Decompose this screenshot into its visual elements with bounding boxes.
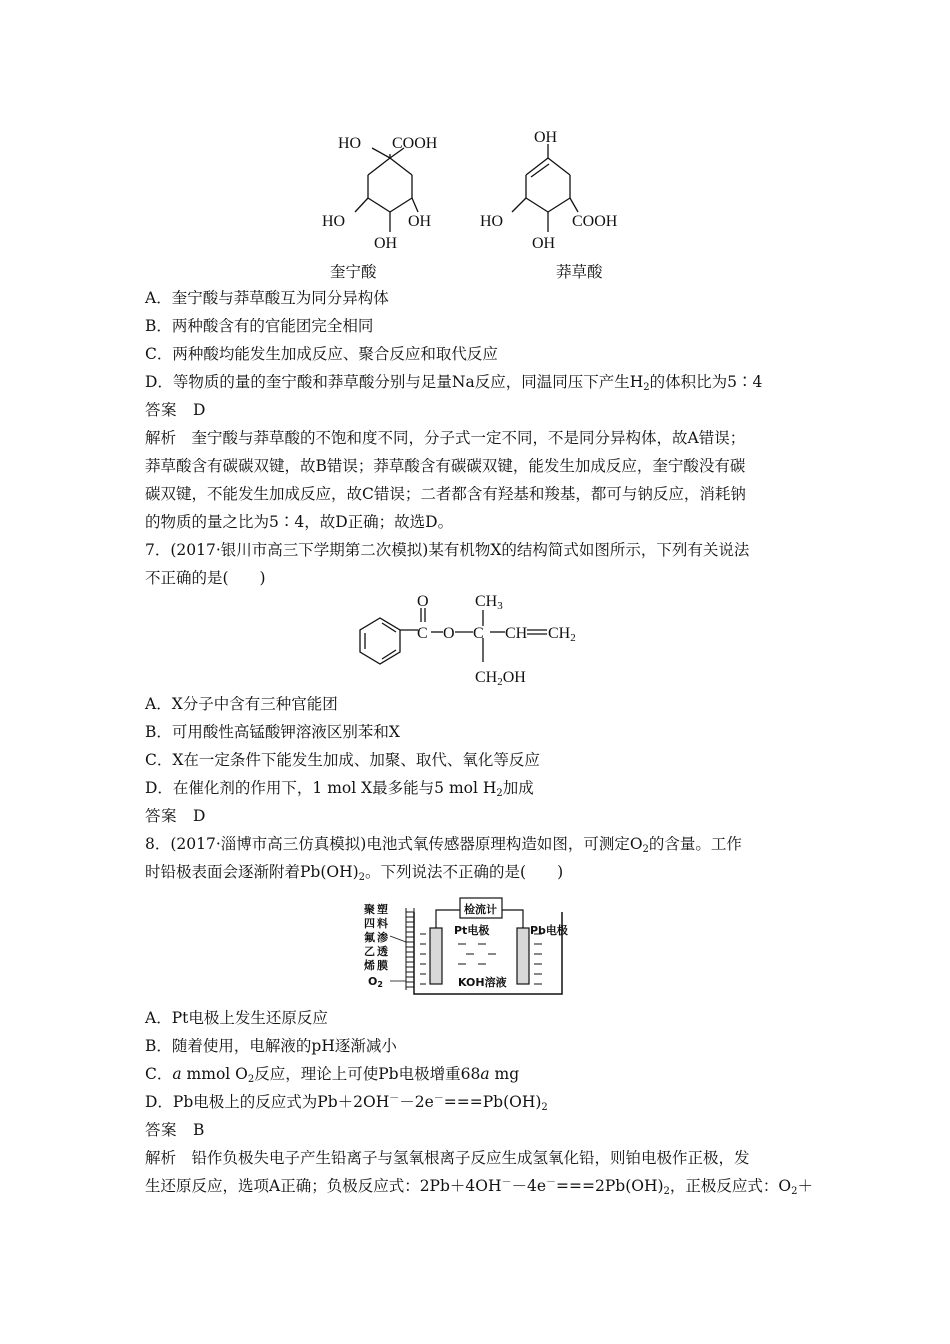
ester-o: O bbox=[443, 625, 455, 642]
q7-option-d: D．在催化剂的作用下，1 mol X最多能与5 mol $H_2$加成 bbox=[145, 779, 534, 799]
q7-option-b: B．可用酸性高锰酸钾溶液区别苯和X bbox=[145, 723, 400, 741]
o2-label: O2 bbox=[368, 975, 383, 989]
shikimic-acid-caption: 莽草酸 bbox=[556, 263, 603, 281]
shikimic-oh-bottom: OH bbox=[532, 235, 556, 252]
membrane-char-5: 氟 bbox=[364, 931, 375, 944]
q7-option-c: C．X在一定条件下能发生加成、加聚、取代、氧化等反应 bbox=[145, 751, 540, 769]
q8-option-c: C．a mmol $O_2$反应，理论上可使Pb电极增重68a mg bbox=[145, 1065, 520, 1085]
carbonyl-o: O bbox=[417, 593, 429, 610]
pt-electrode bbox=[430, 928, 442, 984]
q8-stem-line-1: 8．(2017·淄博市高三仿真模拟)电池式氧传感器原理构造如图，可测定$O_2$的含量。工作 bbox=[145, 835, 742, 855]
quinic-oh-right: OH bbox=[408, 213, 432, 230]
vinyl-ch: CH bbox=[505, 625, 528, 642]
q8-option-b: B．随着使用，电解液的pH逐渐减小 bbox=[145, 1037, 397, 1055]
membrane-char-6: 渗 bbox=[377, 931, 388, 944]
quinic-acid-caption: 奎宁酸 bbox=[330, 263, 377, 281]
q8-option-d: D．Pb电极上的反应式为$Pb+2OH^--2e^-===Pb(OH)_2$ bbox=[145, 1093, 548, 1113]
q6-analysis-line-4: 的物质的量之比为5∶4，故D正确；故选D。 bbox=[145, 513, 454, 531]
shikimic-cooh: COOH bbox=[572, 213, 618, 230]
vinyl-ch2: CH2 bbox=[548, 625, 576, 644]
q6-option-c: C．两种酸均能发生加成反应、聚合反应和取代反应 bbox=[145, 345, 498, 363]
compound-x-structure bbox=[355, 590, 605, 690]
q8-analysis-line-2: 生还原反应，选项A正确；负极反应式：$2Pb+4OH^--4e^-===2Pb(OH)_2$，正极反应式：$O_2+$ bbox=[145, 1177, 814, 1197]
q6-option-b: B．两种酸含有的官能团完全相同 bbox=[145, 317, 374, 335]
oxygen-sensor-diagram bbox=[362, 890, 584, 1000]
q6-answer: 答案 D bbox=[145, 401, 206, 419]
q7-stem-line-1: 7．(2017·银川市高三下学期第二次模拟)某有机物X的结构简式如图所示，下列有关说法 bbox=[145, 541, 750, 559]
q6-option-a: A．奎宁酸与莽草酸互为同分异构体 bbox=[145, 289, 389, 307]
membrane bbox=[406, 908, 414, 990]
pb-electrode-label: Pb电极 bbox=[530, 924, 568, 937]
membrane-char-9: 烯 bbox=[364, 959, 375, 972]
quinic-oh-bottom: OH bbox=[374, 235, 398, 252]
quaternary-c: C bbox=[473, 625, 484, 642]
galvanometer-label: 检流计 bbox=[464, 903, 497, 916]
q6-option-d: D．等物质的量的奎宁酸和莽草酸分别与足量Na反应，同温同压下产生$H_2$的体积比为5∶4 bbox=[145, 373, 763, 393]
pt-electrode-label: Pt电极 bbox=[454, 924, 490, 937]
membrane-char-4: 料 bbox=[377, 917, 388, 930]
quinic-cooh: COOH bbox=[392, 135, 438, 152]
membrane-char-10: 膜 bbox=[377, 959, 388, 972]
q6-analysis-line-1: 解析 奎宁酸与莽草酸的不饱和度不同，分子式一定不同，不是同分异构体，故A错误； bbox=[145, 429, 746, 447]
q8-stem-line-2: 时铅极表面会逐渐附着$Pb(OH)_2$。下列说法不正确的是( ) bbox=[145, 863, 564, 883]
carbonyl-c: C bbox=[417, 625, 428, 642]
benzene-ring bbox=[360, 618, 400, 664]
membrane-char-2: 塑 bbox=[377, 903, 388, 916]
q7-answer: 答案 D bbox=[145, 807, 206, 825]
q7-option-a: A．X分子中含有三种官能团 bbox=[145, 695, 338, 713]
membrane-char-7: 乙 bbox=[364, 945, 375, 958]
pb-electrode bbox=[517, 928, 529, 984]
membrane-char-8: 透 bbox=[377, 945, 388, 958]
q8-option-a: A．Pt电极上发生还原反应 bbox=[145, 1009, 328, 1027]
hydroxymethyl-group: CH2OH bbox=[475, 669, 526, 688]
shikimic-oh-top: OH bbox=[534, 129, 558, 146]
quinic-ho-top: HO bbox=[338, 135, 362, 152]
q6-analysis-line-2: 莽草酸含有碳碳双键，故B错误；莽草酸含有碳碳双键，能发生加成反应，奎宁酸没有碳 bbox=[145, 457, 746, 475]
koh-solution-label: KOH溶液 bbox=[458, 976, 507, 989]
shikimic-acid-structure bbox=[512, 144, 578, 232]
quinic-ho-left: HO bbox=[322, 213, 346, 230]
q8-answer: 答案 B bbox=[145, 1121, 205, 1139]
membrane-char-1: 聚 bbox=[364, 903, 375, 916]
shikimic-ho-left: HO bbox=[480, 213, 504, 230]
q7-stem-line-2: 不正确的是( ) bbox=[145, 569, 266, 587]
q8-analysis-line-1: 解析 铅作负极失电子产生铅离子与氢氧根离子反应生成氢氧化铅，则铂电极作正极，发 bbox=[145, 1149, 750, 1167]
membrane-char-3: 四 bbox=[364, 917, 375, 930]
q6-analysis-line-3: 碳双键，不能发生加成反应，故C错误；二者都含有羟基和羧基，都可与钠反应，消耗钠 bbox=[145, 485, 746, 503]
methyl-group: CH3 bbox=[475, 593, 503, 612]
